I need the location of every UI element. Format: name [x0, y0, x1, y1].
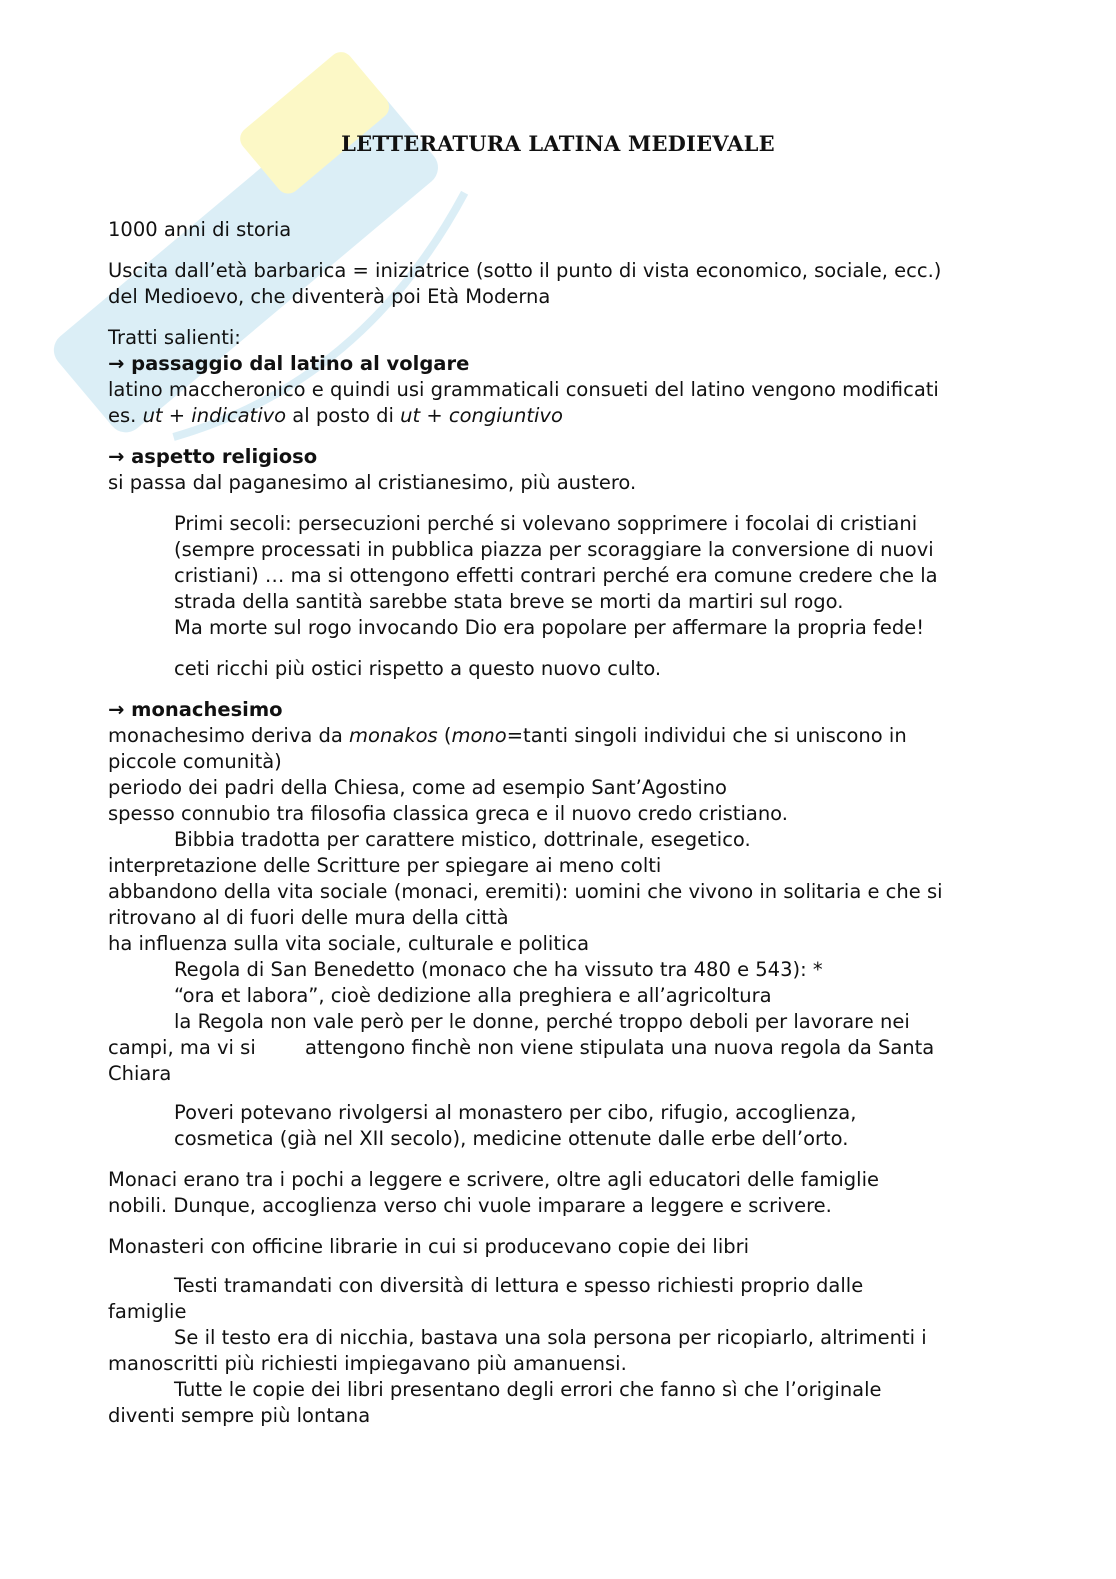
text-line: attengono finchè non viene stipulata una nuova regola da Santa: [305, 1036, 935, 1059]
text-line: interpretazione delle Scritture per spiegare ai meno colti: [108, 854, 662, 877]
text-line: ha influenza sulla vita sociale, culturale e politica: [108, 932, 590, 955]
section-heading: → aspetto religioso: [108, 445, 318, 468]
text-line: (sempre processati in pubblica piazza per scoraggiare la conversione di nuovi: [174, 538, 934, 561]
text-line: spesso connubio tra filosofia classica greca e il nuovo credo cristiano.: [108, 802, 788, 825]
text-line: es. ut + indicativo al posto di ut + congiuntivo: [108, 404, 563, 427]
arrow-icon: →: [108, 352, 125, 375]
text-line: Monasteri con officine librarie in cui si producevano copie dei libri: [108, 1235, 750, 1258]
text-line: ritrovano al di fuori delle mura della città: [108, 906, 509, 929]
text-line: Testi tramandati con diversità di lettura e spesso richiesti proprio dalle: [174, 1274, 864, 1297]
text-line: famiglie: [108, 1300, 187, 1323]
section-heading: → passaggio dal latino al volgare: [108, 352, 470, 375]
text-line: cosmetica (già nel XII secolo), medicine ottenute dalle erbe dell’orto.: [174, 1127, 849, 1150]
text-line: Chiara: [108, 1062, 172, 1085]
text-line: cristiani) … ma si ottengono effetti contrari perché era comune credere che la: [174, 564, 938, 587]
text-line: campi, ma vi si: [108, 1036, 256, 1059]
text-line: Tutte le copie dei libri presentano degli errori che fanno sì che l’originale: [174, 1378, 882, 1401]
text-line: Uscita dall’età barbarica = iniziatrice (sotto il punto di vista economico, sociale, ecc.): [108, 259, 942, 282]
text-line: strada della santità sarebbe stata breve se morti da martiri sul rogo.: [174, 590, 844, 613]
text-line: del Medioevo, che diventerà poi Età Moderna: [108, 285, 551, 308]
text-line: abbandono della vita sociale (monaci, eremiti): uomini che vivono in solitaria e che si: [108, 880, 943, 903]
text-line: Primi secoli: persecuzioni perché si volevano sopprimere i focolai di cristiani: [174, 512, 918, 535]
text-line: nobili. Dunque, accoglienza verso chi vuole imparare a leggere e scrivere.: [108, 1194, 832, 1217]
text-line: Ma morte sul rogo invocando Dio era popolare per affermare la propria fede!: [174, 616, 925, 639]
text-line: latino maccheronico e quindi usi grammaticali consueti del latino vengono modificati: [108, 378, 939, 401]
page-title: LETTERATURA LATINA MEDIEVALE: [341, 131, 775, 156]
arrow-icon: →: [108, 698, 125, 721]
text-line: Regola di San Benedetto (monaco che ha vissuto tra 480 e 543): *: [174, 958, 823, 981]
text-line: Se il testo era di nicchia, bastava una sola persona per ricopiarlo, altrimenti i: [174, 1326, 927, 1349]
text-line: ceti ricchi più ostici rispetto a questo nuovo culto.: [174, 657, 662, 680]
text-line: diventi sempre più lontana: [108, 1404, 371, 1427]
text-line: la Regola non vale però per le donne, perché troppo deboli per lavorare nei: [174, 1010, 910, 1033]
text-line: Monaci erano tra i pochi a leggere e scrivere, oltre agli educatori delle famiglie: [108, 1168, 880, 1191]
text-line: “ora et labora”, cioè dedizione alla preghiera e all’agricoltura: [174, 984, 772, 1007]
text-line: periodo dei padri della Chiesa, come ad esempio Sant’Agostino: [108, 776, 727, 799]
text-line: monachesimo deriva da monakos (mono=tanti singoli individui che si uniscono in: [108, 724, 907, 747]
text-line: Tratti salienti:: [108, 326, 241, 349]
text-line: si passa dal paganesimo al cristianesimo, più austero.: [108, 471, 637, 494]
arrow-icon: →: [108, 445, 125, 468]
text-line: Poveri potevano rivolgersi al monastero per cibo, rifugio, accoglienza,: [174, 1101, 857, 1124]
text-line: piccole comunità): [108, 750, 282, 773]
section-heading: → monachesimo: [108, 698, 283, 721]
text-line: Bibbia tradotta per carattere mistico, dottrinale, esegetico.: [174, 828, 751, 851]
text-line: 1000 anni di storia: [108, 218, 292, 241]
text-line: manoscritti più richiesti impiegavano più amanuensi.: [108, 1352, 627, 1375]
